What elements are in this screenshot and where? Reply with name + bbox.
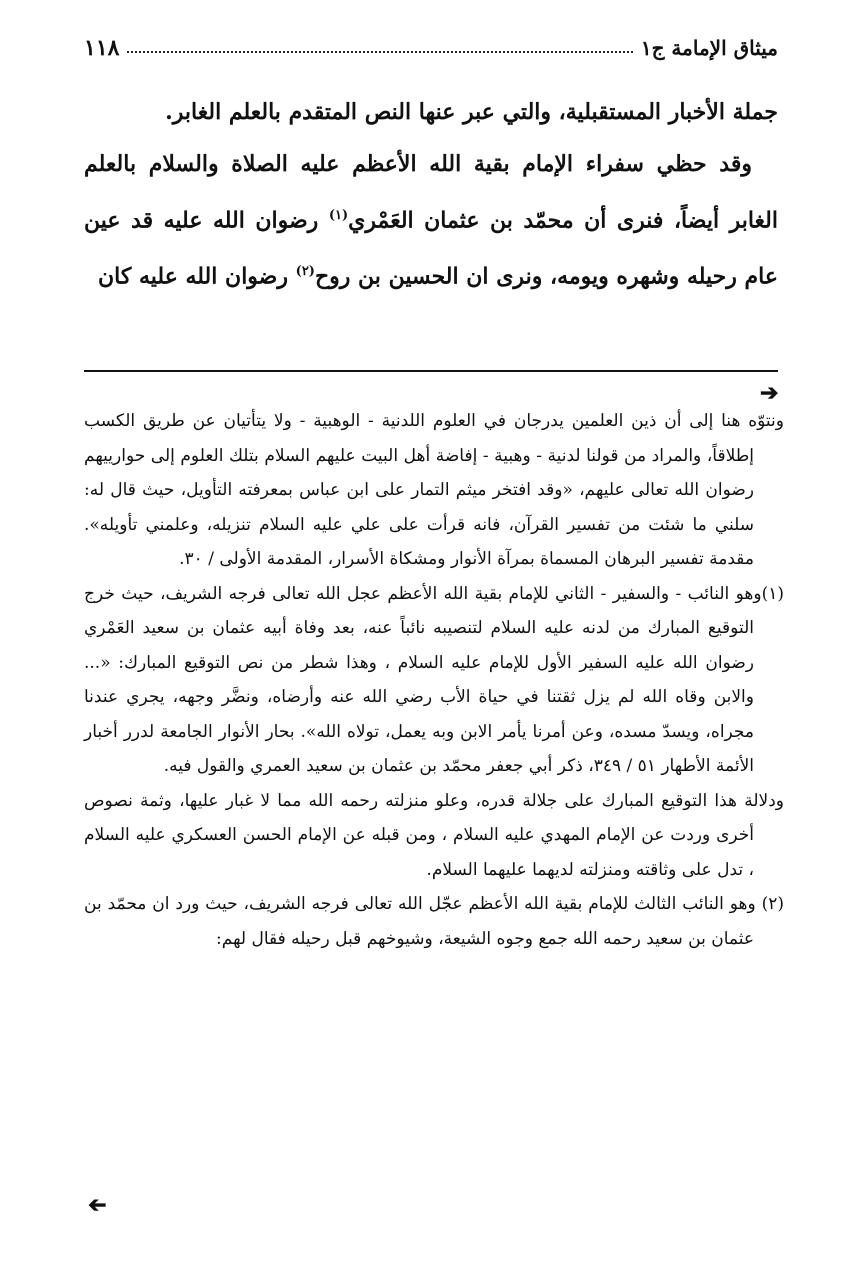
body-paragraph-2-part-1: وقد حظي سفراء الإمام بقية الله الأعظم عليه الصلاة والسلام بالعلم الغابر أيضاً، فنرى أن محمّد بن عثمان العَمْري [84, 151, 778, 234]
page-number: ١١٨ [84, 35, 120, 61]
main-text [84, 86, 778, 303]
body-paragraph-2-part-3: رضوان الله عليه كان [97, 263, 288, 290]
body-paragraph-2-part-2: رضوان الله عليه قد عين عام رحيله وشهره ويومه، ونرى ان الحسين بن روح [84, 207, 778, 290]
continuation-arrow-back-icon: ➔ [88, 1192, 107, 1218]
footnotes-section [84, 404, 784, 956]
footnote-1-continued: ودلالة هذا التوقيع المبارك على جلالة قدره، وعلو منزلته رحمه الله مما لا غبار عليها، وثمة نصوص أخرى وردت عن الإمام المهدي عليه السلام ، ومن قبله عن الإمام الحسن العسكري عليه السلام ، تدل على وثاقته ومنزلته لديهما عليهما السلام. [84, 790, 784, 880]
body-paragraph-1: جملة الأخبار المستقبلية، والتي عبر عنها النص المتقدم بالعلم الغابر. [165, 99, 778, 125]
footnote-separator [84, 370, 778, 372]
footnote-ref-2[interactable]: (٢) [295, 264, 315, 280]
page-header [84, 28, 778, 68]
footnote-ref-1[interactable]: (١) [328, 208, 349, 223]
body-paragraph-2 [84, 138, 778, 303]
footnote-2: (٢) وهو النائب الثالث للإمام بقية الله الأعظم عجّل الله تعالى فرجه الشريف، حيث ورد ان محمّد بن عثمان بن سعيد رحمه الله جمع وجوه الشيعة، وشيوخهم قبل رحيله فقال لهم: [84, 894, 784, 949]
header-dotted-leader [127, 51, 632, 53]
continuation-arrow-icon: ➔ [760, 380, 779, 406]
footnote-1: (١)وهو النائب - والسفير - الثاني للإمام بقية الله الأعظم عجل الله تعالى فرجه الشريف، حيث خرج التوقيع المبارك من لدنه عليه السلام لتنصيبه نائباً عنه، بعد وفاة أبيه عثمان بن سعيد العَمْري رضوان الله عليه السفير الأول للإمام عليه السلام ، وهذا شطر من نص التوقيع المبارك: «... والابن وقاه الله لم يزل ثقتنا في حياة الأب رضي الله عنه وأرضاه، ونضَّر وجهه، يجري عندنا مجراه، ويسدّ مسده، وعن أمرنا يأمر الابن وبه يعمل، تولاه الله». بحار الأنوار الجامعة لدرر أخبار الأئمة الأطهار ٥١ / ٣٤٩، ذكر أبي جعفر محمّد بن عثمان بن سعيد العمري والقول فيه. [84, 583, 784, 776]
book-title: ميثاق الإمامة ج١ [640, 36, 778, 60]
footnote-continued: ونتوّه هنا إلى أن ذين العلمين يدرجان في العلوم اللدنية - الوهبية - ولا يتأتيان عن طريق الكسب إطلاقاً، والمراد من قولنا لدنية - وهبية - إفاضة أهل البيت عليهم السلام بتلك العلوم إلى حوارييهم رضوان الله تعالى عليهم، «وقد افتخر ميثم التمار على ابن عباس بمعرفته التأويل، حيث قال له: سلني ما شئت من تفسير القرآن، فانه قرأت على علي عليه السلام تنزيله، وعلمني تأويله». مقدمة تفسير البرهان المسماة بمرآة الأنوار ومشكاة الأسرار، المقدمة الأولى / ٣٠. [84, 411, 784, 569]
